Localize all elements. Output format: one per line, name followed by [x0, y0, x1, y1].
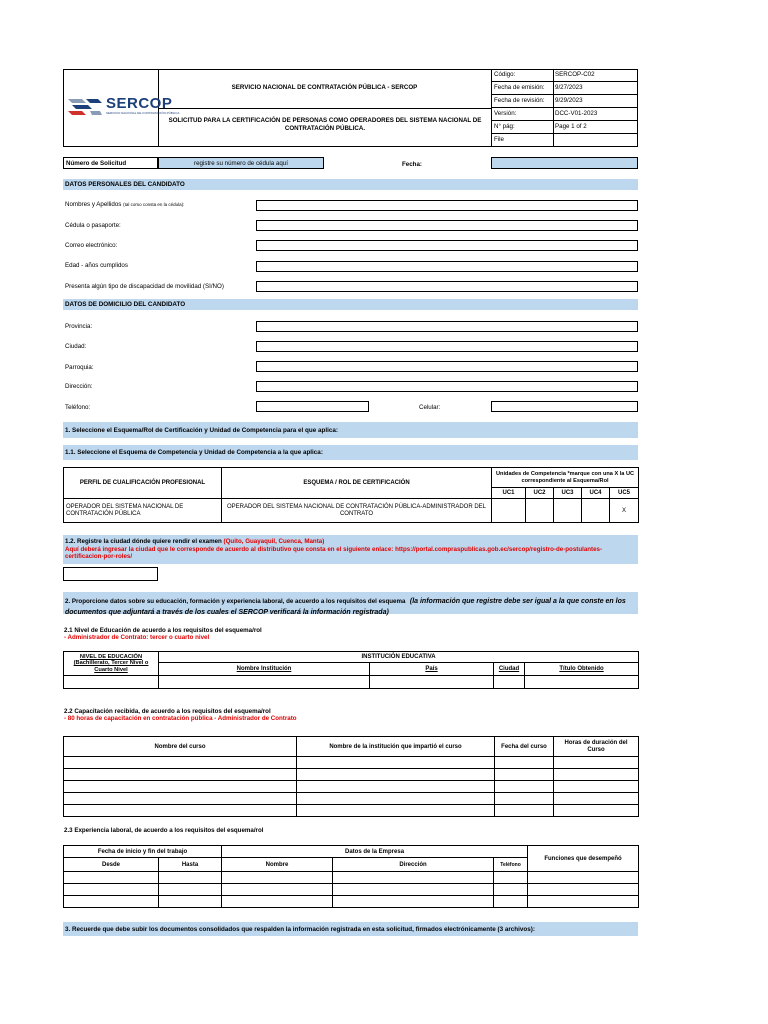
table-row[interactable] [64, 872, 639, 884]
col-train-date: Fecha del curso [495, 737, 554, 757]
meta-value: 9/27/2023 [555, 84, 583, 91]
col-exp-from: Desde [64, 858, 159, 872]
col-exp-functions: Funciones que desempeñó [528, 846, 639, 872]
cell-label: Celular: [419, 404, 441, 411]
train-title: 2.2 Capacitación recibida, de acuerdo a los requisitos del esquema/rol [64, 708, 271, 715]
col-uc4: UC4 [582, 488, 610, 499]
training-table [63, 736, 639, 817]
section1-subtitle: 1.1. Seleccione el Esquema de Competencia y Unidad de Competencia a la que aplica: [63, 445, 638, 460]
table-row[interactable] [64, 793, 639, 805]
email-field[interactable] [256, 240, 638, 251]
section12-note: Aquí deberá ingresar la ciudad que le corresponde de acuerdo al distributivo que consta en el siguiente enlace: https://portal.compraspublicas.gob.ec/sercop/registro-de-postulantes-certificacion-por-roles/ [65, 545, 603, 560]
edu-req: - Administrador de Contrato: tercer o cuarto nivel [64, 634, 210, 641]
name-label [65, 201, 184, 208]
age-field[interactable] [256, 261, 638, 272]
col-edu-degree: Título Obtenido [525, 663, 639, 676]
col-profile: PERFIL DE CUALIFICACIÓN PROFESIONAL [64, 468, 222, 499]
col-exp-company: Datos de la Empresa [222, 846, 528, 858]
section2-title-italic: (la información que registre debe ser igual a la que conste en los documentos que adjuntará a través de los cuales el SERCOP verificará la información registrada) [65, 598, 626, 616]
cell-field[interactable] [491, 401, 638, 412]
phone-label: Teléfono: [65, 404, 91, 411]
table-row[interactable] [64, 805, 639, 817]
address-label: Dirección: [65, 383, 93, 390]
email-label: Correo electrónico: [65, 242, 118, 249]
col-edu-institution: INSTITUCIÓN EDUCATIVA [159, 652, 639, 663]
train-req: - 80 horas de capacitación en contratación pública - Administrador de Contrato [64, 715, 297, 722]
col-train-course: Nombre del curso [64, 737, 297, 757]
section3-title: 3. Recuerde que debe subir los documentos consolidados que respalden la información registrada en esta solicitud, firmados electrónicamente (3 archivos): [63, 922, 638, 936]
disability-field[interactable] [256, 281, 638, 292]
section1-title: 1. Seleccione el Esquema/Rol de Certificación y Unidad de Competencia para el que aplica: [63, 422, 638, 438]
meta-value: SERCOP-C02 [555, 71, 595, 78]
table-row[interactable] [64, 769, 639, 781]
meta-label: N° pág: [494, 123, 515, 130]
logo-wordmark: SERCOP [106, 95, 173, 112]
id-field[interactable] [256, 220, 638, 231]
meta-value: DCC-V01-2023 [555, 110, 598, 117]
col-uc3: UC3 [554, 488, 582, 499]
table-row[interactable] [64, 757, 639, 769]
col-exp-phone: Teléfono [494, 858, 528, 872]
meta-value: Page 1 of 2 [555, 123, 587, 130]
city-label: Ciudad: [65, 343, 87, 350]
exp-title: 2.3 Experiencia laboral, de acuerdo a los requisitos del esquema/rol [64, 827, 264, 834]
address-section-title: DATOS DE DOMICILIO DEL CANDIDATO [63, 299, 638, 310]
section12-band [63, 535, 638, 564]
experience-table [63, 845, 639, 908]
personal-section-title: DATOS PERSONALES DEL CANDIDATO [63, 179, 638, 190]
table-row[interactable] [64, 896, 639, 908]
province-field[interactable] [256, 321, 638, 332]
name-label-hint: (tal como consta en la cédula): [123, 202, 185, 207]
col-exp-to: Hasta [159, 858, 222, 872]
col-scheme: ESQUEMA / ROL DE CERTIFICACIÓN [222, 468, 492, 499]
name-label-text: Nombres y Apellidos [65, 201, 122, 208]
phone-field[interactable] [256, 401, 369, 412]
section12-title-line [65, 538, 636, 546]
col-edu-level: NIVEL DE EDUCACIÓN (Bachillerato, Tercer Nivel o Cuarto Nivel [64, 652, 159, 676]
age-label: Edad - años cumplidos [65, 262, 128, 269]
logo-subtext: SERVICIO NACIONAL DE CONTRATACIÓN PÚBLICA [106, 111, 180, 115]
col-train-hours: Horas de duración del Curso [554, 737, 639, 757]
date-input[interactable] [491, 157, 638, 169]
col-uc2: UC2 [526, 488, 554, 499]
parish-field[interactable] [256, 361, 638, 372]
section12-cities: (Quito, Guayaquil, Cuenca, Manta) [223, 538, 325, 545]
meta-label: Fecha de revisión: [494, 97, 545, 104]
exam-city-field[interactable] [63, 567, 158, 581]
request-number-label: Número de Solicitud [63, 157, 158, 169]
col-edu-city: Ciudad [494, 663, 525, 676]
logo-arrows-icon [68, 99, 102, 115]
form-title: SOLICITUD PARA LA CERTIFICACIÓN DE PERSONAS COMO OPERADORES DEL SISTEMA NACIONAL DE CONTRATACIÓN PÚBLICA. [168, 117, 482, 132]
scheme-table [63, 467, 639, 523]
meta-label: File [494, 136, 504, 143]
meta-value: 9/29/2023 [555, 97, 583, 104]
name-field[interactable] [256, 200, 638, 211]
edu-title: 2.1 Nivel de Educación de acuerdo a los requisitos del esquema/rol [64, 627, 262, 634]
city-field[interactable] [256, 341, 638, 352]
org-title: SERVICIO NACIONAL DE CONTRATACIÓN PÚBLICA - SERCOP [231, 84, 418, 91]
province-label: Provincia: [65, 323, 93, 330]
col-exp-address: Dirección [333, 858, 494, 872]
uc1-cell[interactable] [492, 499, 526, 523]
table-row[interactable] [64, 781, 639, 793]
col-exp-dates: Fecha de inicio y fin del trabajo [64, 846, 222, 858]
row-scheme: OPERADOR DEL SISTEMA NACIONAL DE CONTRATACIÓN PÚBLICA-ADMINISTRADOR DEL CONTRATO [222, 499, 492, 523]
header-meta [491, 69, 638, 147]
col-uc1: UC1 [492, 488, 526, 499]
section2-band [63, 592, 638, 614]
uc2-cell[interactable] [526, 499, 554, 523]
meta-label: Fecha de emisión: [494, 84, 545, 91]
table-row[interactable] [64, 676, 639, 689]
col-units: Unidades de Competencia *marque con una X la UC correspondiente al Esquema/Rol [492, 468, 639, 488]
section2-title: 2. Proporcione datos sobre su educación, formación y experiencia laboral, de acuerdo a los requisitos del esquema [65, 598, 406, 605]
col-uc5: UC5 [610, 488, 639, 499]
col-train-inst: Nombre de la institución que impartió el curso [297, 737, 495, 757]
parish-label: Parroquia: [65, 364, 94, 371]
section12-title: 1.2. Registre la ciudad dónde quiere rendir el examen [65, 538, 222, 545]
row-profile: OPERADOR DEL SISTEMA NACIONAL DE CONTRATACIÓN PÚBLICA [64, 499, 222, 523]
col-edu-country: País [370, 663, 494, 676]
sercop-logo [68, 95, 180, 119]
address-field[interactable] [256, 381, 638, 392]
meta-label: Versión: [494, 110, 517, 117]
uc3-cell[interactable] [554, 499, 582, 523]
disability-label: Presenta algún tipo de discapacidad de movilidad (SI/NO) [65, 283, 224, 290]
col-edu-inst-name: Nombre Institución [159, 663, 370, 676]
uc4-cell[interactable] [582, 499, 610, 523]
meta-label: Código: [494, 71, 516, 78]
col-exp-name: Nombre [222, 858, 333, 872]
table-row[interactable] [64, 884, 639, 896]
education-table [63, 651, 639, 689]
id-label: Cédula o pasaporte: [65, 222, 121, 229]
request-number-input[interactable]: registre su número de cédula aquí [158, 157, 324, 169]
uc5-cell[interactable]: X [610, 499, 639, 523]
date-label: Fecha: [402, 161, 422, 168]
